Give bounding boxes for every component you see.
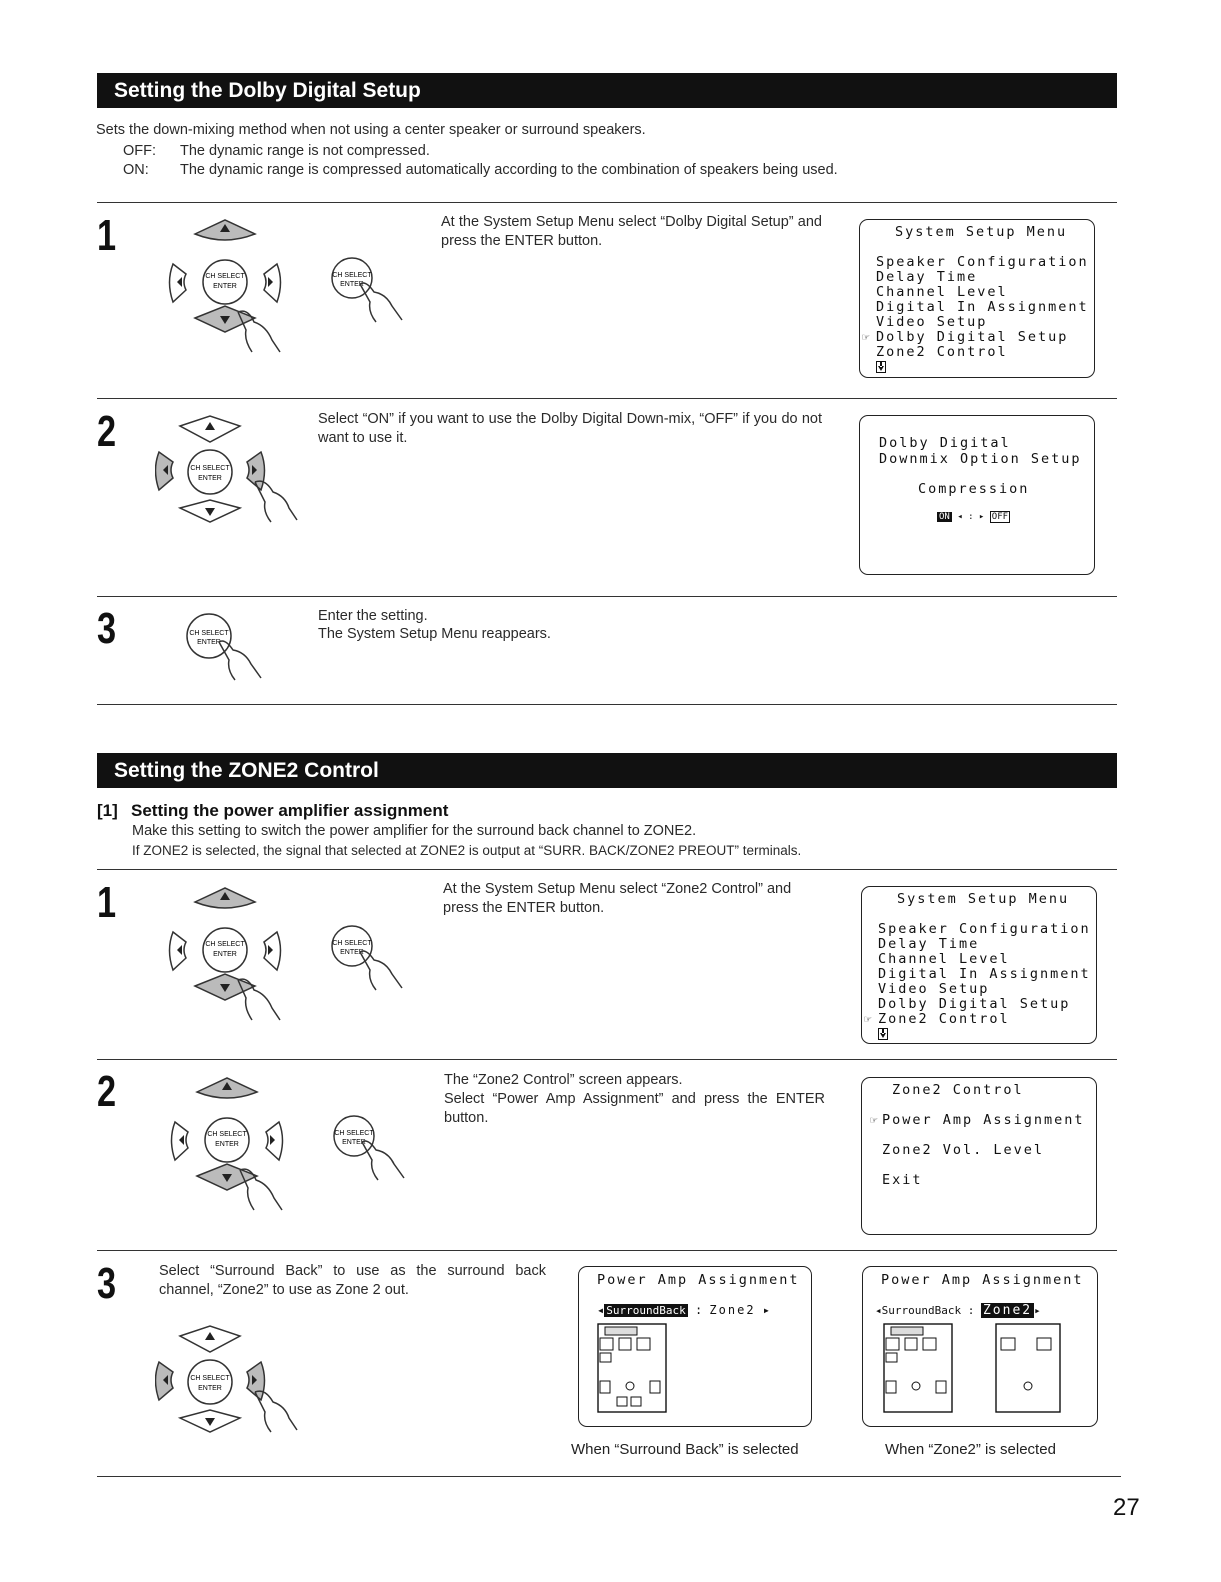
osd-item: Video Setup	[878, 981, 990, 997]
divider	[97, 1476, 1121, 1477]
osd-caption: When “Surround Back” is selected	[571, 1441, 799, 1458]
divider	[97, 704, 1117, 705]
osd-line: Downmix Option Setup	[879, 451, 1082, 467]
ch-select-label: CH SELECT	[189, 630, 229, 637]
cursor-pad-right-icon	[155, 412, 305, 527]
step-instruction: Select “Surround Back” to use as the surround back channel, “Zone2” to use as Zone 2 out.	[159, 1263, 546, 1298]
enter-label: ENTER	[213, 283, 237, 290]
speaker-layout-surround-back-icon	[597, 1323, 669, 1415]
step-instruction: Enter the setting.	[318, 608, 428, 624]
osd-power-amp-surround-back	[578, 1266, 812, 1427]
divider	[97, 1250, 1117, 1251]
osd-line: Dolby Digital	[879, 435, 1011, 451]
step-number: 2	[97, 407, 117, 456]
step-number: 1	[97, 211, 117, 260]
divider	[97, 869, 1117, 870]
enter-button-press-icon	[332, 1104, 422, 1184]
enter-button-press-icon	[185, 608, 275, 688]
step-instruction: The “Zone2 Control” screen appears.	[444, 1072, 683, 1088]
scroll-down-icon	[876, 361, 886, 373]
osd-title: Zone2 Control	[892, 1082, 1024, 1098]
ch-select-label: CH SELECT	[190, 465, 230, 472]
speaker-layout-main-icon	[883, 1323, 955, 1415]
ch-select-label: CH SELECT	[207, 1131, 247, 1138]
enter-button-press-icon	[330, 246, 420, 326]
step-instruction: At the System Setup Menu select “Zone2 Control” and press the ENTER button.	[443, 881, 792, 916]
osd-system-setup-menu	[861, 886, 1097, 1044]
enter-label: ENTER	[213, 951, 237, 958]
osd-item: Speaker Configuration	[878, 921, 1091, 937]
ch-select-label: CH SELECT	[205, 273, 245, 280]
cursor-pad-down-icon	[168, 880, 318, 1025]
osd-separator: :	[694, 1303, 703, 1317]
cursor-pad-right-icon	[155, 1322, 305, 1437]
osd-title: Power Amp Assignment	[881, 1272, 1084, 1288]
osd-item: Delay Time	[876, 269, 978, 285]
ch-select-label: CH SELECT	[190, 1375, 230, 1382]
step-instruction: The System Setup Menu reappears.	[318, 626, 551, 642]
sub-section-text: Make this setting to switch the power amplifier for the surround back channel to ZONE2.	[132, 823, 697, 839]
enter-label: ENTER	[198, 475, 222, 482]
enter-label: ENTER	[215, 1141, 239, 1148]
pointing-hand-icon: ☞	[862, 330, 870, 344]
osd-title: System Setup Menu	[897, 891, 1070, 907]
option-off-label: OFF:	[123, 143, 157, 159]
ch-select-label: CH SELECT	[332, 940, 372, 947]
speaker-layout-zone2-icon	[995, 1323, 1063, 1415]
osd-zone2-control	[861, 1077, 1097, 1235]
osd-selection-row: ◂ SurroundBack : Zone2 ▸	[597, 1303, 770, 1317]
section-banner-dolby: Setting the Dolby Digital Setup	[97, 73, 1117, 108]
osd-title: Power Amp Assignment	[597, 1272, 800, 1288]
section-banner-zone2: Setting the ZONE2 Control	[97, 753, 1117, 788]
option-zone2-selected: Zone2	[982, 1303, 1033, 1318]
enter-label: ENTER	[340, 281, 364, 288]
osd-item-selected: Zone2 Control	[878, 1011, 1010, 1027]
osd-power-amp-zone2	[862, 1266, 1098, 1427]
osd-item: Delay Time	[878, 936, 980, 952]
divider	[97, 202, 1117, 203]
osd-caption: When “Zone2” is selected	[885, 1441, 1056, 1458]
osd-item: Dolby Digital Setup	[878, 996, 1071, 1012]
osd-selection-row: ◂SurroundBack : Zone2 ▸	[875, 1303, 1041, 1318]
step-instruction: Select “ON” if you want to use the Dolby Digital Down-mix, “OFF” if you do not want to use it.	[318, 411, 822, 446]
enter-button-press-icon	[330, 914, 420, 994]
option-off-text: The dynamic range is not compressed.	[180, 143, 430, 159]
option-zone2: Zone2	[709, 1303, 756, 1317]
ch-select-label: CH SELECT	[334, 1130, 374, 1137]
toggle-off: OFF	[991, 512, 1009, 522]
step-instruction: At the System Setup Menu select “Dolby Digital Setup” and press the ENTER button.	[441, 214, 822, 249]
osd-separator: :	[967, 1304, 975, 1317]
osd-line: Compression	[918, 481, 1030, 497]
osd-item: Channel Level	[876, 284, 1008, 300]
ch-select-label: CH SELECT	[332, 272, 372, 279]
step-number: 3	[97, 1259, 117, 1308]
osd-item: Zone2 Control	[876, 344, 1008, 360]
osd-item: Exit	[882, 1172, 923, 1188]
step-number: 2	[97, 1067, 117, 1116]
enter-label: ENTER	[342, 1139, 366, 1146]
cursor-pad-down-icon	[168, 212, 318, 357]
osd-downmix-option	[859, 415, 1095, 575]
osd-title: System Setup Menu	[895, 224, 1068, 240]
osd-on-off-toggle: ON ◂ : ▸ OFF	[939, 512, 1009, 522]
pointing-hand-icon: ☞	[864, 1012, 872, 1026]
sub-section-note: If ZONE2 is selected, the signal that selected at ZONE2 is output at “SURR. BACK/ZONE2 PREOUT” terminals.	[132, 843, 802, 858]
osd-item: Channel Level	[878, 951, 1010, 967]
cursor-pad-down-icon	[170, 1070, 320, 1215]
step-instruction: Select “Power Amp Assignment” and press the ENTER button.	[444, 1091, 825, 1126]
osd-item-selected: Power Amp Assignment	[882, 1112, 1085, 1128]
divider	[97, 1059, 1117, 1060]
option-surround-back-selected: SurroundBack	[606, 1304, 686, 1317]
sub-section-number: [1]	[97, 801, 118, 820]
option-on-label: ON:	[123, 162, 149, 178]
divider	[97, 596, 1117, 597]
osd-item: Video Setup	[876, 314, 988, 330]
osd-item: Digital In Assignment	[876, 299, 1089, 315]
sub-section-title: Setting the power amplifier assignment	[131, 801, 449, 820]
option-surround-back: SurroundBack	[881, 1304, 962, 1317]
divider	[97, 398, 1117, 399]
enter-label: ENTER	[197, 639, 221, 646]
osd-item-selected: Dolby Digital Setup	[876, 329, 1069, 345]
option-on-text: The dynamic range is compressed automatically according to the combination of speakers being used.	[180, 162, 838, 178]
enter-label: ENTER	[340, 949, 364, 956]
section-intro: Sets the down-mixing method when not using a center speaker or surround speakers.	[96, 122, 646, 138]
page-number: 27	[1113, 1494, 1140, 1521]
step-number: 1	[97, 878, 117, 927]
osd-system-setup-menu	[859, 219, 1095, 378]
enter-label: ENTER	[198, 1385, 222, 1392]
scroll-down-icon	[878, 1028, 888, 1040]
osd-item: Zone2 Vol. Level	[882, 1142, 1045, 1158]
pointing-hand-icon: ☞	[870, 1113, 878, 1127]
step-number: 3	[97, 604, 117, 653]
osd-item: Speaker Configuration	[876, 254, 1089, 270]
toggle-on: ON	[939, 512, 950, 522]
ch-select-label: CH SELECT	[205, 941, 245, 948]
osd-item: Digital In Assignment	[878, 966, 1091, 982]
